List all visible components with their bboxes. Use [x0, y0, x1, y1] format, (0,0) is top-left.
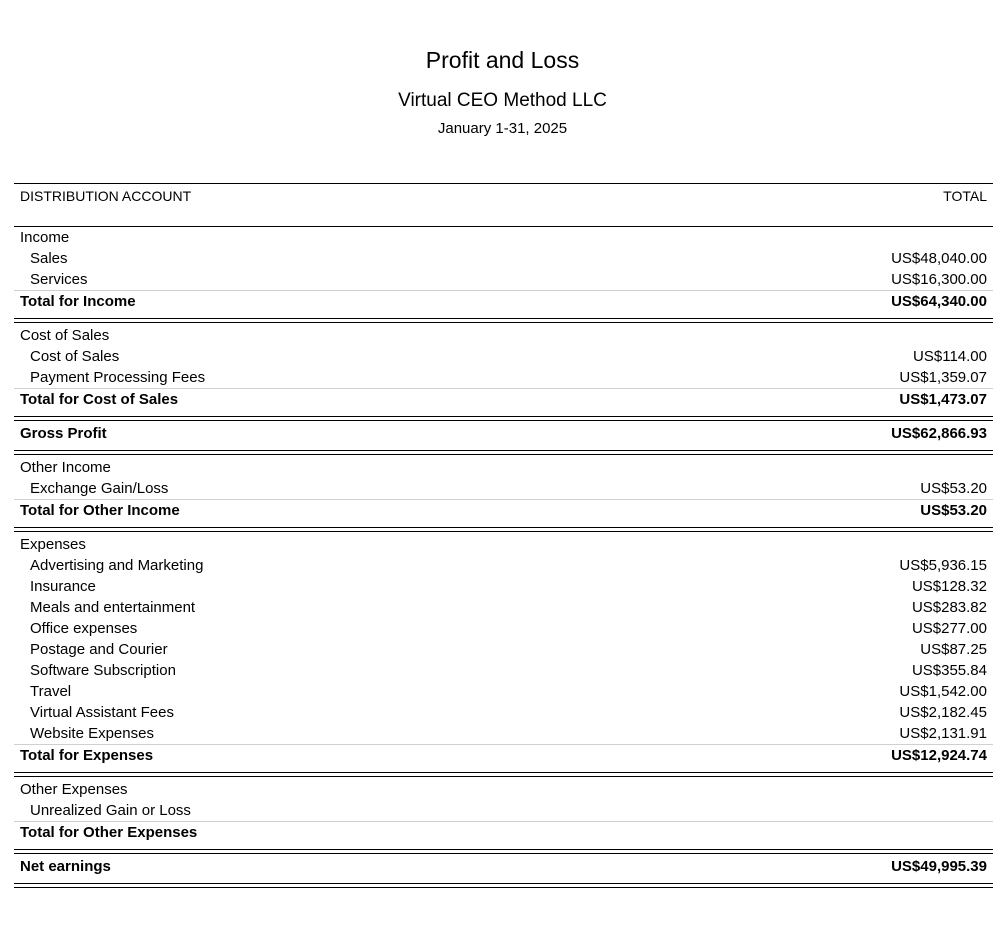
account-amount: US$1,359.07: [899, 369, 987, 386]
company-name: Virtual CEO Method LLC: [398, 90, 607, 111]
total-label: Total for Other Income: [20, 502, 180, 519]
net-earnings-label: Net earnings: [20, 858, 111, 875]
account-row-insurance: [14, 576, 993, 597]
section-heading-income: [14, 227, 993, 248]
total-amount: US$64,340.00: [891, 293, 987, 310]
total-label: Total for Cost of Sales: [20, 391, 179, 408]
profit-and-loss-table: [14, 183, 993, 890]
account-amount: US$1,542.00: [899, 683, 987, 700]
account-amount: US$128.32: [911, 578, 987, 595]
account-label: Payment Processing Fees: [30, 369, 206, 386]
total-label: Total for Income: [20, 293, 136, 310]
double-rule: [14, 318, 993, 323]
account-row-payment-processing-fees: [14, 367, 993, 388]
net-earnings-row: [14, 856, 993, 877]
account-row-sales: [14, 248, 993, 269]
column-header-row: [14, 183, 993, 227]
column-header-total: TOTAL: [943, 188, 987, 204]
section-heading-label: Other Income: [20, 459, 111, 476]
account-label: Services: [30, 271, 88, 288]
account-row-website-expenses: [14, 723, 993, 744]
section-heading-expenses: [14, 534, 993, 555]
section-heading-label: Cost of Sales: [20, 327, 110, 344]
account-amount: US$114.00: [913, 348, 987, 365]
account-row-exchange-gain-loss: [14, 478, 993, 499]
account-label: Travel: [30, 683, 72, 700]
total-label: Total for Other Expenses: [20, 824, 198, 841]
account-amount: US$87.25: [920, 641, 987, 658]
account-row-travel: [14, 681, 993, 702]
total-amount: US$53.20: [920, 502, 987, 519]
account-row-virtual-assistant-fees: [14, 702, 993, 723]
account-label: Software Subscription: [30, 662, 176, 679]
double-rule: [14, 849, 993, 854]
total-label: Total for Expenses: [20, 747, 154, 764]
account-row-software-subscription: [14, 660, 993, 681]
total-row-expenses: [14, 744, 993, 766]
total-amount: US$1,473.07: [899, 391, 987, 408]
account-amount: US$48,040.00: [891, 250, 987, 267]
account-amount: US$2,131.91: [899, 725, 987, 742]
account-amount: US$53.20: [920, 480, 987, 497]
account-row-cost-of-sales: [14, 346, 993, 367]
account-row-meals-and-entertainment: [14, 597, 993, 618]
account-label: Sales: [30, 250, 68, 267]
account-amount: US$283.82: [911, 599, 987, 616]
account-label: Cost of Sales: [30, 348, 120, 365]
account-label: Exchange Gain/Loss: [30, 480, 169, 497]
account-amount: US$277.00: [911, 620, 987, 637]
report-period: January 1-31, 2025: [437, 120, 568, 137]
account-row-services: [14, 269, 993, 290]
gross-profit-label: Gross Profit: [20, 425, 107, 442]
account-label: Meals and entertainment: [30, 599, 196, 616]
total-row-other-income: [14, 499, 993, 521]
account-label: Unrealized Gain or Loss: [30, 802, 191, 819]
section-heading-other-income: [14, 457, 993, 478]
double-rule: [14, 450, 993, 455]
account-label: Office expenses: [30, 620, 138, 637]
account-row-unrealized-gain-or-loss: [14, 800, 993, 821]
account-amount: US$16,300.00: [891, 271, 987, 288]
double-rule: [14, 772, 993, 777]
report-title: Profit and Loss: [425, 47, 580, 73]
total-row-cost-of-sales: [14, 388, 993, 410]
account-label: Virtual Assistant Fees: [30, 704, 174, 721]
section-heading-cost-of-sales: [14, 325, 993, 346]
total-amount: US$12,924.74: [891, 747, 987, 764]
gross-profit-row: [14, 423, 993, 444]
section-heading-label: Other Expenses: [20, 781, 128, 798]
account-label: Postage and Courier: [30, 641, 168, 658]
account-row-advertising-and-marketing: [14, 555, 993, 576]
total-row-other-expenses: [14, 821, 993, 843]
total-row-income: [14, 290, 993, 312]
account-amount: US$2,182.45: [899, 704, 987, 721]
account-label: Advertising and Marketing: [30, 557, 204, 574]
account-amount: US$5,936.15: [899, 557, 987, 574]
net-earnings-amount: US$49,995.39: [891, 858, 987, 875]
column-header-account: DISTRIBUTION ACCOUNT: [20, 188, 192, 204]
double-rule: [14, 883, 993, 888]
double-rule: [14, 416, 993, 421]
account-label: Insurance: [30, 578, 96, 595]
section-heading-label: Income: [20, 229, 70, 246]
account-row-postage-and-courier: [14, 639, 993, 660]
account-amount: US$355.84: [911, 662, 987, 679]
section-heading-label: Expenses: [20, 536, 86, 553]
double-rule: [14, 527, 993, 532]
account-label: Website Expenses: [30, 725, 154, 742]
account-row-office-expenses: [14, 618, 993, 639]
section-heading-other-expenses: [14, 779, 993, 800]
gross-profit-amount: US$62,866.93: [891, 425, 987, 442]
